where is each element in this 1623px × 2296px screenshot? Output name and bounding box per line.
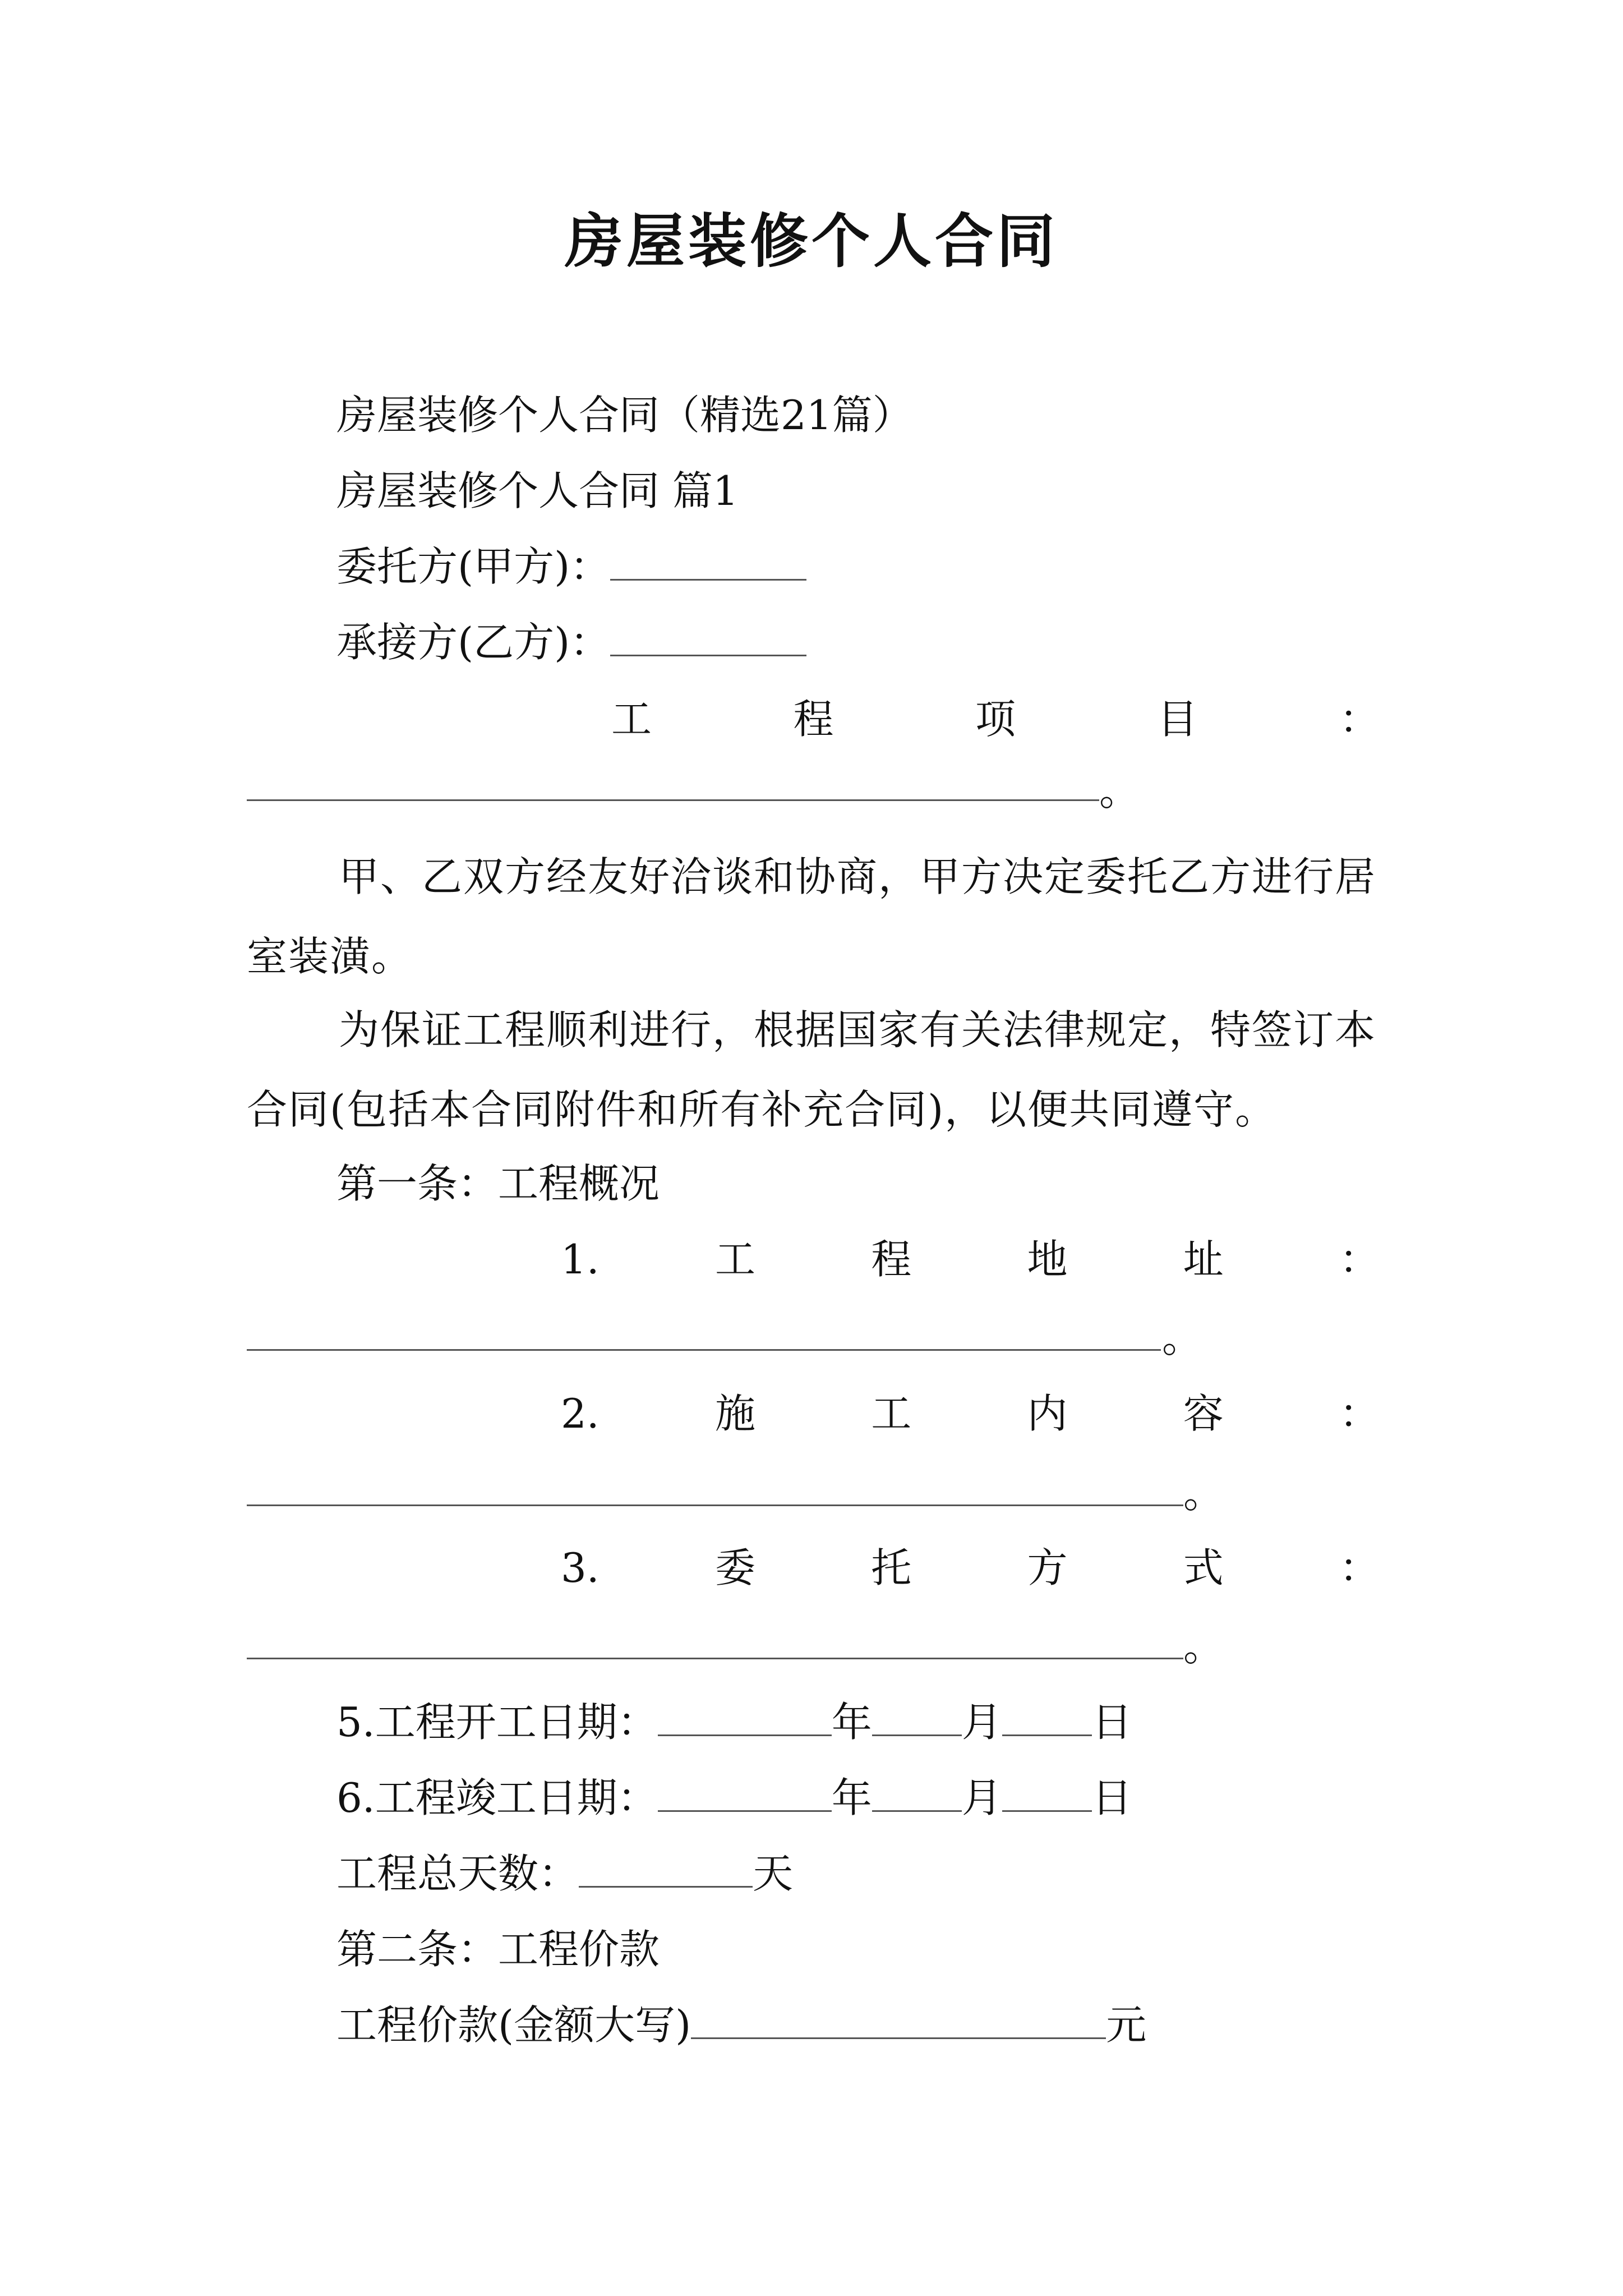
section-heading: 房屋装修个人合同 篇1 <box>336 467 739 514</box>
start-date-label: 5.工程开工日期： <box>336 1699 658 1746</box>
party-a-label: 委托方(甲方)： <box>336 543 611 590</box>
total-days-blank[interactable] <box>579 1852 753 1888</box>
year-unit: 年 <box>831 1774 872 1821</box>
price-label: 工程价款(金额大写) <box>336 2001 691 2049</box>
party-b-blank[interactable] <box>610 621 806 656</box>
item-2-number: 2. <box>561 1390 600 1437</box>
item-2-blank[interactable] <box>247 1504 1183 1506</box>
project-colon: ： <box>1339 696 1380 743</box>
paragraph-purpose: 为保证工程顺利进行，根据国家有关法律规定，特签订本合同(包括本合同附件和所有补充合同)，以便共同遵守。 <box>247 1006 1377 1133</box>
party-b-line <box>336 614 806 670</box>
item-2-colon: ： <box>1339 1390 1380 1437</box>
item-1-period: 。 <box>1162 1314 1203 1361</box>
item-3-char: 式 <box>1183 1544 1224 1591</box>
item-1-char: 地 <box>1027 1236 1068 1283</box>
price-blank[interactable] <box>691 2004 1106 2039</box>
item-1-number: 1. <box>561 1236 600 1283</box>
days-unit: 天 <box>753 1850 794 1897</box>
item-3-number: 3. <box>561 1544 600 1591</box>
item-3-char: 方 <box>1027 1544 1068 1591</box>
project-label-row <box>611 691 1380 747</box>
subtitle: 房屋装修个人合同（精选21篇） <box>336 392 913 439</box>
day-unit: 日 <box>1091 1774 1132 1821</box>
item-2-char: 工 <box>871 1390 912 1437</box>
month-unit: 月 <box>961 1774 1002 1821</box>
item-3-colon: ： <box>1339 1544 1380 1591</box>
end-date-line <box>336 1770 1132 1826</box>
total-days-line <box>336 1846 793 1902</box>
year-unit: 年 <box>831 1699 872 1746</box>
end-date-label: 6.工程竣工日期： <box>336 1774 658 1821</box>
project-char: 程 <box>793 696 834 743</box>
party-a-blank[interactable] <box>610 545 806 581</box>
item-3-period: 。 <box>1183 1623 1224 1670</box>
start-day-blank[interactable] <box>1002 1701 1092 1736</box>
item-2-period: 。 <box>1183 1470 1224 1517</box>
project-blank[interactable] <box>247 799 1099 801</box>
end-month-blank[interactable] <box>872 1777 962 1812</box>
day-unit: 日 <box>1091 1699 1132 1746</box>
article-1-heading: 第一条：工程概况 <box>336 1160 660 1207</box>
party-a-line <box>336 539 806 595</box>
item-2-char: 施 <box>714 1390 755 1437</box>
item-1-blank[interactable] <box>247 1349 1161 1351</box>
month-unit: 月 <box>961 1699 1002 1746</box>
item-3-blank[interactable] <box>247 1658 1183 1659</box>
project-char: 目 <box>1157 696 1198 743</box>
item-2-char: 容 <box>1183 1390 1224 1437</box>
item-1-colon: ： <box>1339 1236 1380 1283</box>
project-period: 。 <box>1099 767 1140 815</box>
project-char: 工 <box>611 696 652 743</box>
item-3-char: 托 <box>871 1544 912 1591</box>
price-line <box>336 1997 1146 2053</box>
start-month-blank[interactable] <box>872 1701 962 1736</box>
end-day-blank[interactable] <box>1002 1777 1092 1812</box>
item-3-char: 委 <box>714 1544 755 1591</box>
item-2-char: 内 <box>1027 1390 1068 1437</box>
article-2-heading: 第二条：工程价款 <box>336 1926 660 1973</box>
item-3-label-row <box>561 1540 1380 1596</box>
document-title: 房屋装修个人合同 <box>564 206 1058 275</box>
item-1-label-row <box>561 1231 1380 1287</box>
project-char: 项 <box>975 696 1016 743</box>
party-b-label: 承接方(乙方)： <box>336 619 611 666</box>
paragraph-negotiation: 甲、乙双方经友好洽谈和协商，甲方决定委托乙方进行居室装潢。 <box>247 853 1377 980</box>
total-days-label: 工程总天数： <box>336 1850 579 1897</box>
item-1-char: 址 <box>1183 1236 1224 1283</box>
item-1-char: 程 <box>871 1236 912 1283</box>
start-year-blank[interactable] <box>658 1701 832 1736</box>
item-1-char: 工 <box>714 1236 755 1283</box>
item-2-label-row <box>561 1386 1380 1442</box>
end-year-blank[interactable] <box>658 1777 832 1812</box>
price-unit: 元 <box>1106 2001 1147 2049</box>
start-date-line <box>336 1694 1132 1750</box>
